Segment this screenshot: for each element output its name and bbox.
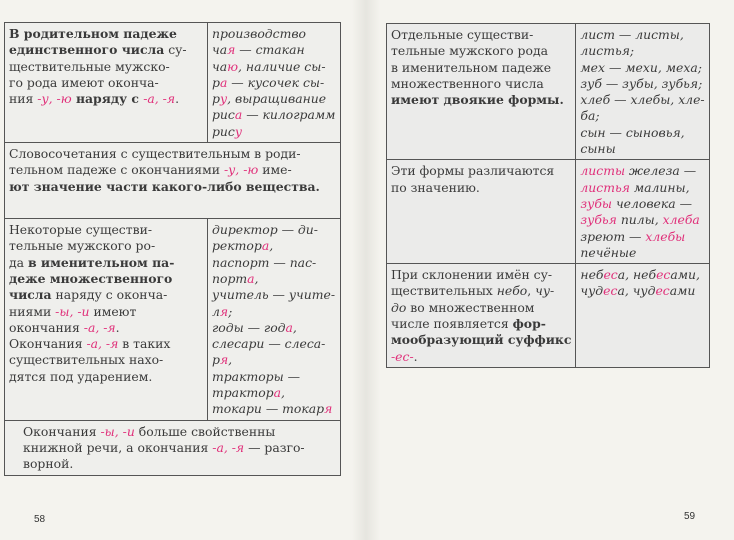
text-line (391, 27, 571, 43)
text-run: ба; (580, 108, 600, 124)
example-cell (576, 160, 709, 264)
highlighted-ending: у (234, 123, 243, 139)
rule-cell (5, 23, 208, 143)
text-run: — килограмм (242, 107, 336, 123)
highlighted-ending: я (324, 401, 333, 417)
text-run: ; (228, 303, 233, 319)
text-run: производство (212, 26, 306, 41)
text-run: Окончания (9, 336, 87, 352)
text-run: в именительном па- (27, 254, 175, 270)
text-line (391, 332, 571, 348)
highlighted-ending: ес (655, 283, 670, 299)
highlighted-ending: ес (603, 283, 618, 299)
text-run: в именительном падеже (391, 59, 552, 75)
text-run: го рода имеют оконча- (9, 74, 159, 90)
table-row (387, 160, 710, 264)
text-line (9, 369, 203, 385)
highlighted-ending: я (219, 352, 229, 368)
table-row (5, 143, 341, 219)
text-run: рис (212, 107, 235, 123)
text-run: рис (212, 123, 235, 139)
text-line (9, 320, 203, 336)
rule-cell (5, 219, 208, 421)
text-run: ворной. (23, 456, 74, 472)
highlighted-ending: ес (656, 267, 671, 283)
highlighted-ending: -а, -я (86, 336, 119, 352)
text-run: единственного числа (9, 42, 165, 58)
highlighted-ending: а (273, 385, 281, 401)
text-run: , (292, 319, 297, 335)
text-line (9, 91, 203, 107)
page-number-right: 59 (684, 511, 696, 522)
text-run: печёные (580, 244, 637, 260)
text-line (9, 42, 203, 58)
text-run: да (9, 254, 28, 270)
highlighted-ending: ес (603, 267, 618, 283)
rule-cell (387, 160, 576, 264)
text-run: годы — год (212, 319, 286, 335)
table-row (387, 24, 710, 160)
text-line (580, 196, 704, 212)
text-line (391, 76, 571, 92)
text-line (580, 229, 704, 245)
highlighted-ending: хлебы (645, 228, 686, 244)
text-run: . (413, 348, 418, 364)
text-run: , наличие сы- (238, 58, 326, 74)
text-line (9, 238, 203, 254)
text-line (212, 369, 336, 385)
rule-cell (387, 264, 576, 368)
text-line (9, 75, 203, 91)
text-line (580, 212, 704, 228)
highlighted-ending: а (285, 319, 293, 335)
text-run: мех — мехи, меха; (580, 59, 702, 75)
text-run: лист — листы, (580, 27, 684, 42)
text-run: существительных нахо- (9, 352, 164, 368)
highlighted-ending: а (247, 270, 255, 286)
text-run: человека — (612, 195, 693, 211)
text-line (9, 146, 336, 162)
text-run: , выращивание (227, 91, 327, 107)
highlighted-ending: -у, -ю (37, 91, 72, 107)
text-run: учитель — учите- (212, 287, 336, 303)
text-line (9, 336, 203, 352)
text-run: — кусочек сы- (227, 74, 325, 90)
text-run: Некоторые существи- (9, 222, 153, 238)
text-run: ами, (670, 267, 700, 283)
text-run: неб (580, 267, 604, 283)
text-line (580, 125, 704, 141)
text-line (580, 245, 704, 261)
text-run: При склонении имён су- (391, 267, 553, 283)
text-run: , (269, 238, 274, 254)
text-line (9, 456, 336, 472)
text-line (9, 179, 336, 195)
highlighted-ending: листья (580, 179, 630, 195)
text-run: мообразующий суффикс (391, 332, 572, 348)
text-run: Эти формы различаются (391, 163, 555, 179)
text-line (9, 26, 203, 42)
highlighted-ending: -а, -я (83, 319, 116, 335)
text-line (212, 42, 336, 58)
text-run: пилы, (616, 212, 663, 228)
text-run: р (212, 91, 220, 107)
text-line (9, 287, 203, 303)
text-run: ществительных (391, 283, 497, 299)
text-line (391, 316, 571, 332)
highlighted-ending: я (227, 42, 236, 58)
text-run: имеют (89, 303, 137, 319)
text-run: Словосочетания с существительным в роди- (9, 146, 301, 162)
text-run: числа (9, 287, 52, 303)
text-line (212, 238, 336, 254)
text-run: а, чуд (617, 283, 656, 299)
text-line (9, 424, 336, 440)
highlighted-ending: зубы (580, 195, 613, 211)
page-number-left: 58 (34, 514, 46, 525)
text-line (212, 287, 336, 303)
highlighted-ending: листы (580, 163, 626, 179)
text-line (580, 180, 704, 196)
text-line (212, 222, 336, 238)
text-line (391, 283, 571, 299)
highlighted-ending: -а, -я (143, 91, 176, 107)
highlighted-ending: ю (227, 58, 239, 74)
text-run: . (115, 319, 120, 335)
text-run: наряду с (71, 91, 144, 107)
text-run: дятся под ударением. (9, 368, 153, 384)
text-run: В родительном падеже (9, 26, 177, 41)
text-line (391, 60, 571, 76)
text-run: числе появляется (391, 316, 513, 332)
table-row (387, 264, 710, 368)
rule-cell (387, 24, 576, 160)
text-run: ют значение части какого-либо вещества. (9, 178, 320, 194)
text-run: , (254, 270, 259, 286)
text-line (9, 304, 203, 320)
text-run: тракторы — (212, 368, 301, 384)
text-run: порт (212, 270, 248, 286)
text-line (580, 92, 704, 108)
text-line (391, 267, 571, 283)
text-run: тельные мужского рода (391, 43, 548, 59)
text-line (9, 352, 203, 368)
text-run: р (212, 352, 220, 368)
highlighted-ending: -а, -я (212, 439, 245, 455)
text-run: , (281, 385, 285, 401)
text-run: железа — (625, 163, 697, 179)
text-line (391, 180, 571, 196)
text-line (9, 59, 203, 75)
note-cell (5, 420, 341, 475)
text-run: име- (258, 162, 292, 178)
text-line (391, 300, 571, 316)
highlighted-ending: я (219, 303, 229, 319)
text-run: су- (164, 42, 187, 58)
text-run: л (212, 303, 220, 319)
text-run: токари — токар (212, 401, 325, 417)
text-run: тельном падеже с окончаниями (9, 162, 224, 178)
highlighted-ending: -ес- (391, 348, 414, 364)
text-run: малины, (629, 179, 690, 195)
text-line (212, 124, 336, 140)
text-run: а, неб (617, 267, 657, 283)
highlighted-ending: хлеба (662, 212, 700, 228)
text-run: фор- (512, 316, 546, 332)
text-run: окончания (9, 319, 84, 335)
text-line (212, 271, 336, 287)
highlighted-ending: а (219, 74, 228, 90)
text-run: чу- (535, 283, 555, 299)
text-run: деже множественного (9, 270, 173, 286)
text-line (212, 107, 336, 123)
text-run: тельные мужского ро- (9, 238, 156, 254)
highlighted-ending: а (234, 107, 243, 123)
text-line (391, 163, 571, 179)
text-line (580, 76, 704, 92)
text-run: ществительные мужско- (9, 58, 170, 74)
example-cell (208, 219, 341, 421)
text-run: чуд (580, 283, 604, 299)
text-run: листья; (580, 43, 635, 59)
note-cell (5, 143, 341, 219)
highlighted-ending: -ы, -и (100, 423, 135, 439)
example-cell (208, 23, 341, 143)
text-line (212, 304, 336, 320)
right-grammar-table (386, 23, 710, 368)
text-line (212, 336, 336, 352)
text-line (212, 26, 336, 42)
text-line (9, 440, 336, 456)
text-line (580, 267, 704, 283)
text-run: имеют двоякие формы. (391, 92, 564, 108)
text-run: наряду с оконча- (51, 287, 168, 303)
text-run: , (527, 283, 536, 299)
text-run: до (391, 299, 407, 315)
text-line (212, 75, 336, 91)
highlighted-ending: у (219, 91, 228, 107)
text-run: книжной речи, а окончания (23, 439, 213, 455)
table-row (5, 23, 341, 143)
book-gutter (352, 0, 380, 540)
highlighted-ending: -у, -ю (223, 162, 259, 178)
text-run: хлеб — хлебы, хле- (580, 92, 705, 108)
example-cell (576, 264, 709, 368)
text-run: во множественном (406, 299, 535, 315)
text-run: директор — ди- (212, 222, 318, 238)
text-line (580, 43, 704, 59)
text-line (580, 141, 704, 157)
text-line (212, 255, 336, 271)
text-line (391, 349, 571, 365)
text-line (580, 283, 704, 299)
text-line (9, 271, 203, 287)
text-run: небо (496, 283, 528, 299)
table-row (5, 219, 341, 421)
text-run: паспорт — пас- (212, 254, 317, 270)
text-run: трактор (212, 385, 274, 401)
text-run: больше свойственны (134, 423, 276, 439)
example-cell (576, 24, 709, 160)
text-run: . (175, 91, 180, 107)
text-line (391, 92, 571, 108)
text-line (580, 60, 704, 76)
text-line (9, 222, 203, 238)
text-line (212, 401, 336, 417)
text-line (212, 91, 336, 107)
highlighted-ending: -ы, -и (55, 303, 90, 319)
text-run: по значению. (391, 179, 480, 195)
text-run: ча (212, 42, 228, 58)
text-run: сыны (580, 141, 616, 157)
text-line (212, 385, 336, 401)
text-line (9, 162, 336, 178)
text-line (391, 43, 571, 59)
text-run: ния (9, 91, 38, 107)
text-line (580, 27, 704, 43)
text-run: ча (212, 58, 228, 74)
table-row (5, 420, 341, 475)
text-run: зуб — зубы, зубья; (580, 75, 703, 91)
text-run: р (212, 74, 220, 90)
text-line (212, 352, 336, 368)
text-run: множественного числа (391, 75, 544, 91)
text-run: — разго- (244, 439, 305, 455)
text-run: — стакан (235, 42, 305, 58)
text-run: Окончания (23, 423, 101, 439)
text-line (580, 163, 704, 179)
text-run: сын — сыновья, (580, 124, 685, 140)
text-line (212, 320, 336, 336)
highlighted-ending: зубья (580, 212, 617, 228)
text-run: ректор (212, 238, 262, 254)
text-run: ами (669, 283, 696, 299)
text-run: Отдельные существи- (391, 27, 534, 42)
left-grammar-table (4, 22, 341, 476)
text-run: , (228, 352, 233, 368)
text-run: в таких (118, 336, 171, 352)
text-line (9, 255, 203, 271)
highlighted-ending: а (261, 238, 270, 254)
text-run: слесари — слеса- (212, 336, 326, 352)
text-line (212, 59, 336, 75)
text-run: ниями (9, 303, 56, 319)
text-run: зреют — (580, 228, 646, 244)
text-line (580, 108, 704, 124)
